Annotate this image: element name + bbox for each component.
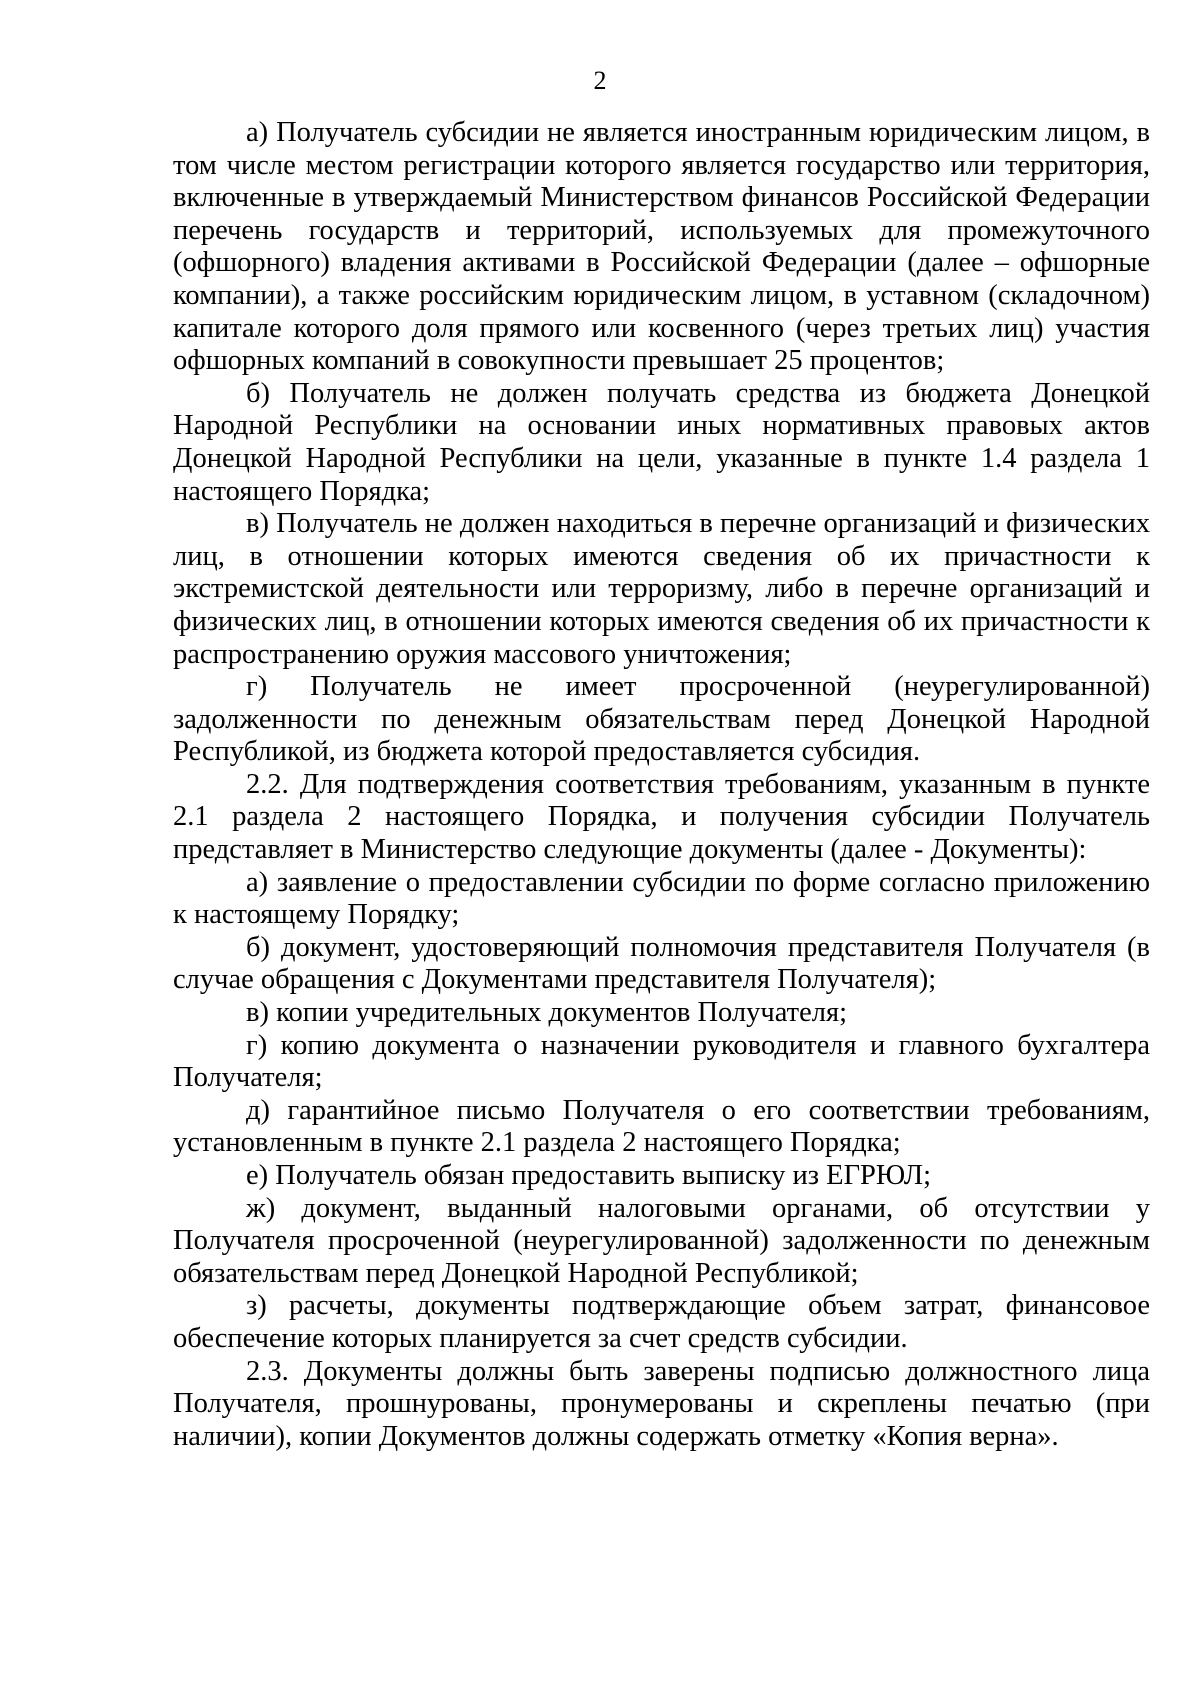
paragraph-2-2-e: е) Получатель обязан предоставить выписку из ЕГРЮЛ; [246,1160,932,1191]
paragraph-2-2-z: з) расчеты, документы подтверждающие объем затрат, финансовое обеспечение которых планируется за счет средств субсидии. [173,1290,1150,1354]
paragraph-2-1-a: а) Получатель субсидии не является иностранным юридическим лицом, в том числе местом регистрации которого является государство или территория, включенные в утверждаемый Министерством финансов Российской Федерации перечень государств и территорий, используемых для промежуточного (офшорного) владения активами в Российской Федерации (далее – офшорные компании), а также российским юридическим лицом, в уставном (складочном) капитале которого доля прямого или косвенного (через третьих лиц) участия офшорных компаний в совокупности превышает 25 процентов; [173,117,1150,377]
paragraph-2-2-v: в) копии учредительных документов Получателя; [246,997,848,1029]
paragraph-2-1-v: в) Получатель не должен находиться в перечне организаций и физических лиц, в отношении которых имеются сведения об их причастности к экстремистской деятельности или терроризму, либо в перечне организаций и физических лиц, в отношении которых имеются сведения об их причастности к распространению оружия массового уничтожения; [173,508,1150,670]
paragraph-2-2-a: а) заявление о предоставлении субсидии по форме согласно приложению к настоящему Порядку; [173,866,1150,931]
paragraph-2-3: 2.3. Документы должны быть заверены подписью должностного лица Получателя, прошнурованы, пронумерованы и скреплены печатью (при наличии), копии Документов должны содержать отметку «Копия верна». [173,1355,1150,1452]
paragraph-2-2-d: д) гарантийное письмо Получателя о его соответствии требованиям, установленным в пункте 2.1 раздела 2 настоящего Порядка; [173,1094,1150,1159]
paragraph-2-2-zh: ж) документ, выданный налоговыми органами, об отсутствии у Получателя просроченной (неурегулированной) задолженности по денежным обязательствам перед Донецкой Народной Республикой; [173,1192,1150,1289]
paragraph-2-2-b: б) документ, удостоверяющий полномочия представителя Получателя (в случае обращения с Документами представителя Получателя); [173,931,1150,996]
document-body [173,117,1150,1453]
page-number: 2 [593,66,607,95]
paragraph-2-1-b: б) Получатель не должен получать средства из бюджета Донецкой Народной Республики на основании иных нормативных правовых актов Донецкой Народной Республики на цели, указанные в пункте 1.4 раздела 1 настоящего Порядка; [173,377,1150,507]
paragraph-2-2-g: г) копию документа о назначении руководителя и главного бухгалтера Получателя; [173,1029,1150,1094]
paragraph-2-2: 2.2. Для подтверждения соответствия требованиям, указанным в пункте 2.1 раздела 2 настоящего Порядка, и получения субсидии Получатель представляет в Министерство следующие документы (далее - Документы): [173,768,1150,866]
paragraph-2-1-g: г) Получатель не имеет просроченной (неурегулированной) задолженности по денежным обязательствам перед Донецкой Народной Республикой, из бюджета которой предоставляется субсидия. [173,671,1150,768]
